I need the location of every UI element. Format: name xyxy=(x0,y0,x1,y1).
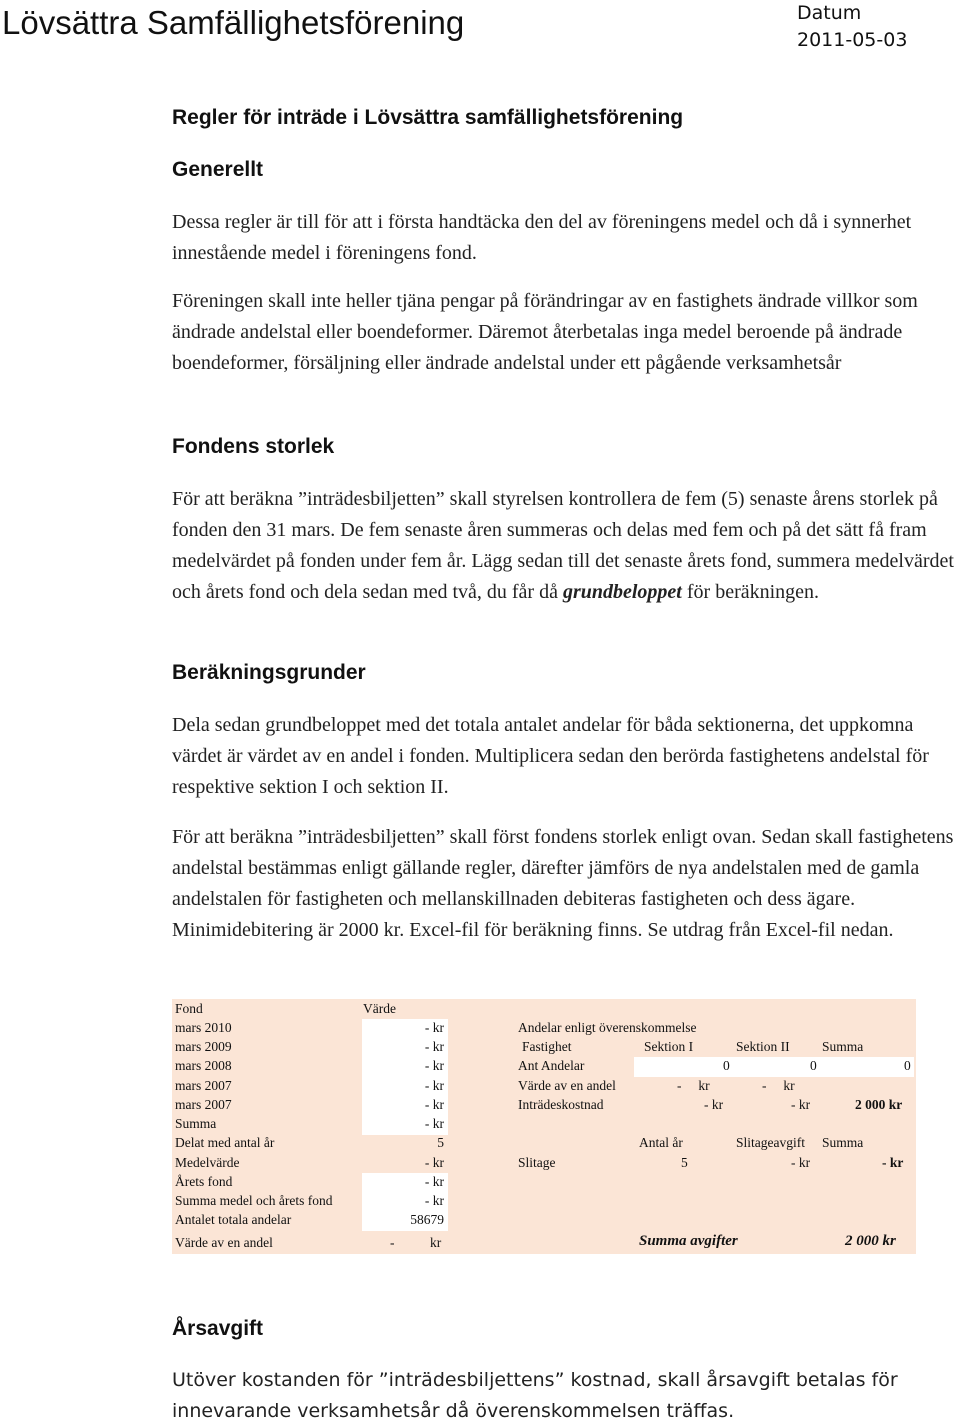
row-value: - kr xyxy=(424,1039,444,1054)
row-slitage: Slitage xyxy=(518,1155,556,1170)
col-summa-2: Summa xyxy=(822,1135,864,1150)
row-value: - kr xyxy=(424,1155,444,1170)
row-label: Medelvärde xyxy=(175,1155,240,1170)
row-ant-andelar: Ant Andelar xyxy=(518,1058,585,1073)
row-value: 58679 xyxy=(410,1212,444,1227)
excel-extract-table xyxy=(172,999,916,1254)
varde-andel-s1: - kr xyxy=(677,1078,710,1093)
row-value: - kr xyxy=(424,1078,444,1093)
intrade-s2: - kr xyxy=(791,1097,811,1112)
paragraph-arsavgift: Utöver kostanden för ”inträdesbiljettens” kostnad, skall årsavgift betalas för innevarande verksamhetsår då överenskommelsen träffas. xyxy=(172,1369,898,1422)
paragraph-berakningsgrunder-2: För att beräkna ”inträdesbiljetten” skall först fondens storlek enligt ovan. Sedan skall fastighetens andelstal bestämmas enligt gällande regler, därefter jämförs de nya andelstalen med de gamla andelstalen för fastigheten och mellanskillnaden debiteras fastigheten och dess ägare. Minimidebitering är 2000 kr. Excel-fil för beräkning finns. Se utdrag från Excel-fil nedan. xyxy=(172,826,954,941)
slitage-sum: - kr xyxy=(882,1155,904,1170)
ant-andelar-s1: 0 xyxy=(723,1058,730,1073)
slitage-ar: 5 xyxy=(681,1155,688,1170)
row-label: Summa medel och årets fond xyxy=(175,1193,333,1208)
paragraph-generellt-1: Dessa regler är till för att i första handtäcka den del av föreningens medel och då i synnerhet innestående medel i föreningens fond. xyxy=(172,211,912,264)
col-sektion-1: Sektion I xyxy=(644,1039,694,1054)
andelar-cells-bg xyxy=(634,1057,914,1077)
row-value: - kr xyxy=(424,1097,444,1112)
row-label: mars 2007 xyxy=(175,1078,232,1093)
row-value: - kr xyxy=(424,1174,444,1189)
col-summa: Summa xyxy=(822,1039,864,1054)
date-block xyxy=(797,0,907,54)
row-label: mars 2009 xyxy=(175,1039,232,1054)
text-part: för beräkningen. xyxy=(681,581,820,603)
col-fastighet: Fastighet xyxy=(522,1039,572,1054)
ant-andelar-s2: 0 xyxy=(810,1058,817,1073)
emphasis-grundbeloppet: grundbeloppet xyxy=(562,581,682,603)
row-value: - kr xyxy=(424,1058,444,1073)
heading-arsavgift: Årsavgift xyxy=(172,1317,264,1340)
organization-name: Lövsättra Samfällighetsförening xyxy=(2,4,465,41)
row-label: mars 2008 xyxy=(175,1058,232,1073)
row-label: Antalet totala andelar xyxy=(175,1212,292,1227)
header-fond: Fond xyxy=(175,1001,203,1016)
summa-avgifter-value: 2 000 kr xyxy=(845,1233,896,1249)
row-value: - kr xyxy=(424,1193,444,1208)
row-label: Årets fond xyxy=(175,1174,233,1189)
intrade-s1: - kr xyxy=(704,1097,724,1112)
varde-andel-s2: - kr xyxy=(762,1078,795,1093)
heading-berakningsgrunder: Beräkningsgrunder xyxy=(172,661,366,684)
date-value: 2011-05-03 xyxy=(797,29,908,51)
ant-andelar-sum: 0 xyxy=(904,1058,911,1073)
row-label: mars 2010 xyxy=(175,1020,232,1035)
col-sektion-2: Sektion II xyxy=(736,1039,790,1054)
row-label: mars 2007 xyxy=(175,1097,232,1112)
paragraph-berakningsgrunder-1: Dela sedan grundbeloppet med det totala antalet andelar för båda sektionerna, det uppkomna värdet är värdet av en andel i fonden. Multiplicera sedan den berörda fastighetens andelstal för respektive sektion I och sektion II. xyxy=(172,714,929,798)
text-part: För att beräkna ”inträdesbiljetten” skall styrelsen kontrollera de fem (5) senaste årens storlek på fonden den 31 mars. De fem senaste åren summeras och delas med fem och på det sätt få fram medelvärdet på fonden under fem år. Lägg sedan till det senaste årets fond, summera medelvärdet och årets fond och dela sedan med två, du får då xyxy=(172,488,954,603)
header-varde: Värde xyxy=(363,1001,396,1016)
row-intradeskostnad: Inträdeskostnad xyxy=(518,1097,604,1112)
document-title: Regler för inträde i Lövsättra samfällighetsförening xyxy=(172,106,684,129)
col-slitageavgift: Slitageavgift xyxy=(736,1135,805,1150)
row-value-dash: - xyxy=(390,1235,395,1250)
summa-avgifter-label: Summa avgifter xyxy=(639,1233,738,1249)
paragraph-fondens-storlek xyxy=(172,484,960,608)
row-value-kr: kr xyxy=(430,1235,442,1250)
row-label-varde-av-en-andel: Värde av en andel xyxy=(175,1235,273,1250)
intrade-sum: 2 000 kr xyxy=(855,1097,903,1112)
heading-fondens-storlek: Fondens storlek xyxy=(172,435,335,458)
heading-generellt: Generellt xyxy=(172,158,264,181)
row-value: - kr xyxy=(424,1116,444,1131)
andelar-title: Andelar enligt överenskommelse xyxy=(518,1020,697,1035)
row-label: Delat med antal år xyxy=(175,1135,275,1150)
row-value: 5 xyxy=(437,1135,444,1150)
date-label: Datum xyxy=(797,2,862,24)
row-label: Summa xyxy=(175,1116,217,1131)
row-value: - kr xyxy=(424,1020,444,1035)
paragraph-generellt-2: Föreningen skall inte heller tjäna pengar på förändringar av en fastighets ändrade villkor som ändrade andelstal eller boendeformer. Däremot återbetalas inga medel beroende på ändrade boendeformer, försäljning eller ändrade andelstal under ett pågående verksamhetsår xyxy=(172,290,918,374)
col-antal-ar: Antal år xyxy=(639,1135,683,1150)
row-varde-av-en-andel: Värde av en andel xyxy=(518,1078,616,1093)
slitage-avgift: - kr xyxy=(791,1155,811,1170)
